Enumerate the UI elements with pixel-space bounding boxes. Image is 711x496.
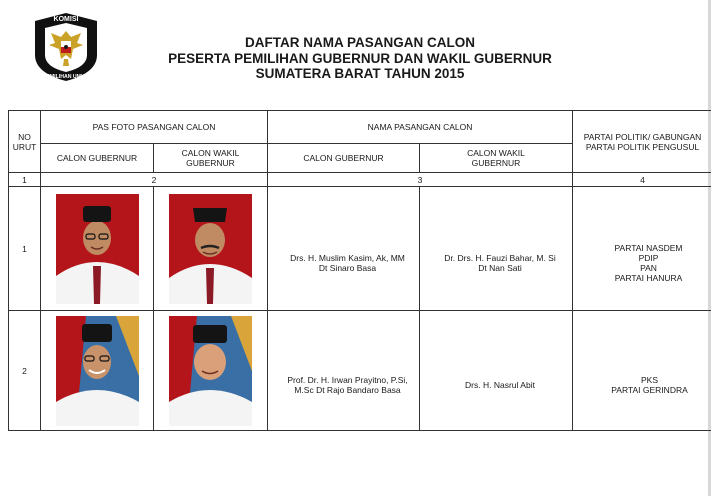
party-cell bbox=[573, 311, 711, 431]
governor-name-cell bbox=[268, 311, 420, 431]
governor-photo bbox=[56, 194, 139, 304]
candidate-row bbox=[9, 187, 711, 311]
governor-photo-cell bbox=[41, 311, 154, 431]
row-number: 1 bbox=[9, 187, 41, 311]
index-4: 4 bbox=[573, 173, 711, 187]
party-item: PAN bbox=[640, 263, 657, 273]
party-item: PARTAI GERINDRA bbox=[611, 385, 688, 395]
vice-name: Drs. H. Nasrul Abit bbox=[465, 380, 535, 390]
header-row-1 bbox=[9, 111, 711, 144]
party-item: PARTAI NASDEM bbox=[614, 243, 683, 253]
vice-name-cell bbox=[420, 311, 573, 431]
title-line-3: SUMATERA BARAT TAHUN 2015 bbox=[255, 66, 465, 81]
candidate-table bbox=[8, 110, 711, 431]
index-row bbox=[9, 173, 711, 187]
governor-name: Prof. Dr. H. Irwan Prayitno, P.Si, bbox=[287, 375, 408, 385]
document-title bbox=[150, 35, 570, 82]
col-photo-header: PAS FOTO PASANGAN CALON bbox=[41, 111, 268, 144]
governor-photo-cell bbox=[41, 187, 154, 311]
governor-photo bbox=[56, 316, 139, 426]
party-item: PARTAI HANURA bbox=[614, 273, 683, 283]
svg-text:KOMISI: KOMISI bbox=[53, 16, 79, 23]
party-item: PKS bbox=[641, 375, 659, 385]
title-line-1: DAFTAR NAMA PASANGAN CALON bbox=[245, 35, 475, 50]
index-3: 3 bbox=[268, 173, 573, 187]
index-1: 1 bbox=[9, 173, 41, 187]
governor-title: Dt Sinaro Basa bbox=[318, 262, 377, 273]
sub-name-governor: CALON GUBERNUR bbox=[268, 144, 420, 173]
vice-name: Dr. Drs. H. Fauzi Bahar, M. Si bbox=[444, 252, 556, 263]
party-item: PDIP bbox=[638, 253, 659, 263]
governor-name: Drs. H. Muslim Kasim, Ak, MM bbox=[290, 252, 405, 263]
vice-name-cell bbox=[420, 187, 573, 311]
candidate-row bbox=[9, 311, 711, 431]
col-party-header: PARTAI POLITIK/ GABUNGAN PARTAI POLITIK PENGUSUL bbox=[573, 111, 711, 173]
party-cell bbox=[573, 187, 711, 311]
sub-name-vice: CALON WAKIL GUBERNUR bbox=[420, 144, 573, 173]
row-number: 2 bbox=[9, 311, 41, 431]
vice-photo bbox=[169, 316, 252, 426]
vice-photo-cell bbox=[154, 311, 268, 431]
vice-photo-cell bbox=[154, 187, 268, 311]
col-no-header: NO URUT bbox=[9, 111, 41, 173]
sub-photo-vice: CALON WAKIL GUBERNUR bbox=[154, 144, 268, 173]
sub-photo-governor: CALON GUBERNUR bbox=[41, 144, 154, 173]
governor-title: M.Sc Dt Rajo Bandaro Basa bbox=[294, 385, 401, 395]
col-names-header: NAMA PASANGAN CALON bbox=[268, 111, 573, 144]
vice-title: Dt Nan Sati bbox=[478, 262, 522, 273]
kpu-logo bbox=[31, 11, 101, 83]
svg-text:PEMILIHAN UMUM: PEMILIHAN UMUM bbox=[42, 74, 90, 80]
governor-name-cell bbox=[268, 187, 420, 311]
title-line-2: PESERTA PEMILIHAN GUBERNUR DAN WAKIL GUBERNUR bbox=[168, 50, 552, 66]
vice-photo bbox=[169, 194, 252, 304]
index-2: 2 bbox=[41, 173, 268, 187]
